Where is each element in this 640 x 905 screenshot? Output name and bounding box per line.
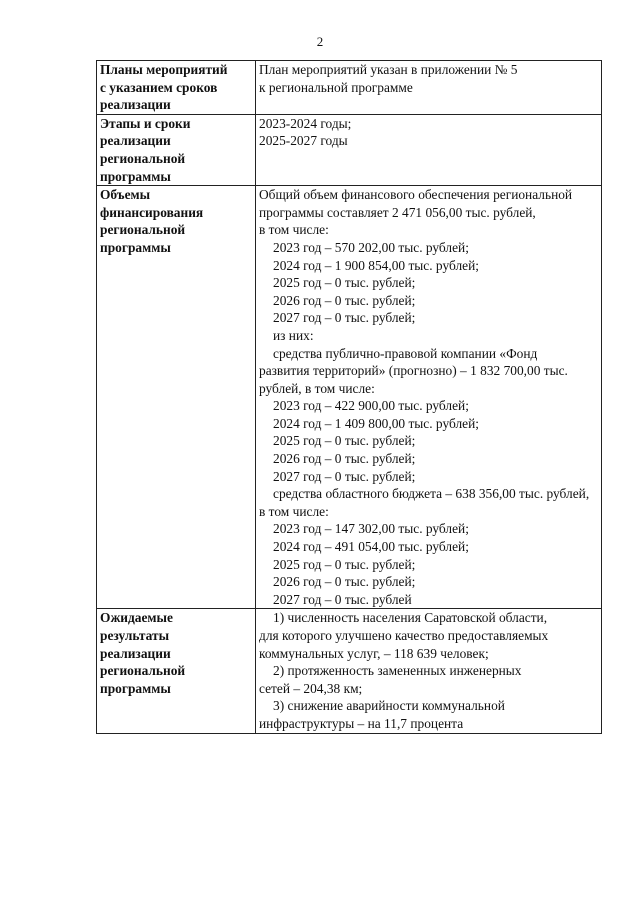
row-value-line: из них: [273,327,314,343]
row-label-line: результаты [100,628,170,643]
row-value-line: к региональной программе [259,79,413,95]
row-value-cell [256,609,602,733]
row-label-line: региональной [100,222,186,238]
row-value-line: средства областного бюджета – 638 356,00 тыс. рублей, [273,486,590,502]
row-value-line: 2026 год – 0 тыс. рублей; [273,451,416,467]
row-label-line: Ожидаемые [100,610,173,626]
row-value-line: 2025-2027 годы [259,133,348,149]
row-value-line: 2027 год – 0 тыс. рублей; [273,310,416,326]
row-value-line: 2027 год – 0 тыс. рублей [273,591,412,607]
row-label-line: программы [100,680,171,696]
row-label-cell [97,114,256,185]
row-value-line: 2025 год – 0 тыс. рублей; [273,433,416,449]
row-label-line: финансирования [100,204,204,220]
row-value-line: развития территорий» (прогнозно) – 1 832 700,00 тыс. [259,363,568,379]
row-value-line: 1) численность населения Саратовской области, [273,610,548,626]
row-label-line: программы [100,168,171,184]
row-value-line: в том числе: [259,222,329,238]
row-label-line: региональной [100,663,186,679]
row-label-line: Этапы и сроки [100,115,191,131]
row-value-cell [256,186,602,609]
row-value-line: 2) протяженность замененных инженерных [273,663,522,679]
row-value-line: План мероприятий указан в приложении № 5 [259,62,518,77]
row-label-cell [97,186,256,609]
row-value-line: 2027 год – 0 тыс. рублей; [273,468,416,484]
row-value-cell [256,61,602,115]
row-value-line: 2024 год – 1 409 800,00 тыс. рублей; [273,415,479,431]
row-value-line: 2024 год – 491 054,00 тыс. рублей; [273,539,469,555]
row-label-line: региональной [100,150,186,166]
row-label-line: реализации [100,645,171,661]
row-value-line: 2023 год – 570 202,00 тыс. рублей; [273,239,469,255]
row-value-line: 3) снижение аварийности коммунальной [273,698,505,714]
row-label-line: реализации [100,97,171,113]
row-value-line: 2026 год – 0 тыс. рублей; [273,574,416,590]
row-label-line: программы [100,239,171,255]
row-label-line: с указанием сроков [100,79,218,95]
row-label-cell [97,61,256,115]
table-row [97,114,602,185]
row-value-cell [256,114,602,185]
table-row [97,609,602,733]
page-number: 2 [316,34,324,49]
row-value-line: коммунальных услуг, – 118 639 человек; [259,645,489,661]
row-value-line: сетей – 204,38 км; [259,680,363,696]
row-label-cell [97,609,256,733]
row-value-line: инфраструктуры – на 11,7 процента [259,715,464,731]
row-value-line: 2025 год – 0 тыс. рублей; [273,275,416,291]
row-label-line: Объемы [100,187,151,203]
row-value-line: 2026 год – 0 тыс. рублей; [273,292,416,308]
row-value-line: для которого улучшено качество предоставляемых [259,628,549,643]
row-value-line: программы составляет 2 471 056,00 тыс. рублей, [259,204,536,220]
row-value-line: рублей, в том числе: [259,380,375,396]
program-passport-table [96,60,602,734]
row-value-line: средства публично-правовой компании «Фонд [273,345,538,361]
table-row [97,61,602,115]
row-value-line: 2024 год – 1 900 854,00 тыс. рублей; [273,257,479,273]
row-value-line: 2023 год – 422 900,00 тыс. рублей; [273,398,469,414]
row-label-line: Планы мероприятий [100,62,228,77]
row-value-line: 2023 год – 147 302,00 тыс. рублей; [273,521,469,537]
row-label-line: реализации [100,133,171,149]
row-value-line: 2025 год – 0 тыс. рублей; [273,556,416,572]
row-value-line: в том числе: [259,503,329,519]
table-row [97,186,602,609]
row-value-line: 2023-2024 годы; [259,115,352,131]
row-value-line: Общий объем финансового обеспечения региональной [259,187,573,203]
